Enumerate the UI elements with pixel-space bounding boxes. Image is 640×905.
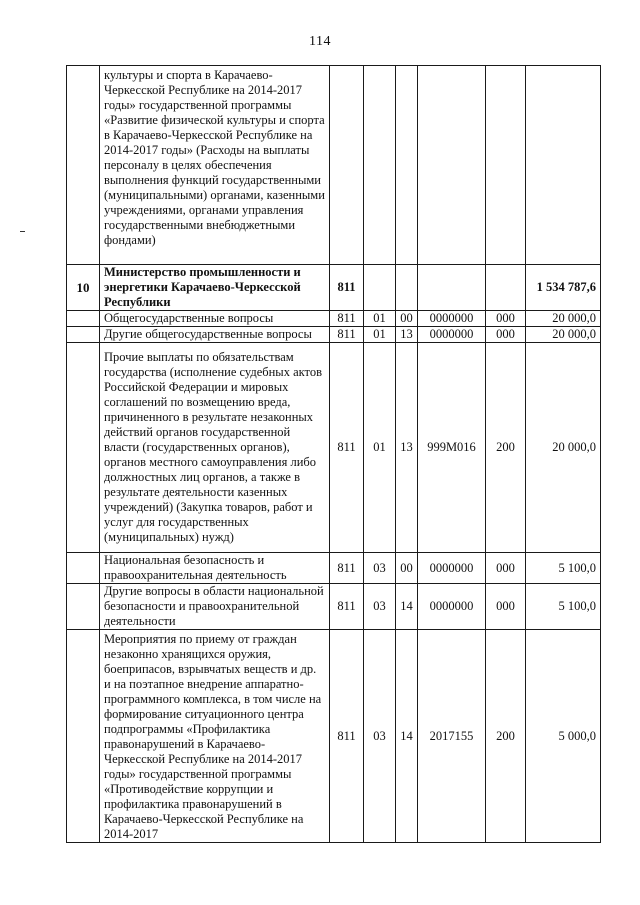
row-csr: 0000000 xyxy=(418,553,486,584)
row-gr: 811 xyxy=(330,343,364,553)
row-gr xyxy=(330,66,364,265)
row-csr: 0000000 xyxy=(418,327,486,343)
row-rz: 03 xyxy=(364,584,396,630)
row-pr: 13 xyxy=(396,327,418,343)
row-gr: 811 xyxy=(330,265,364,311)
row-vr: 000 xyxy=(486,553,526,584)
row-sum: 20 000,0 xyxy=(526,311,601,327)
page-number: 114 xyxy=(309,34,331,49)
row-sum: 20 000,0 xyxy=(526,327,601,343)
budget-table xyxy=(66,65,601,843)
row-csr: 2017155 xyxy=(418,630,486,843)
row-rz: 01 xyxy=(364,327,396,343)
row-sum: 5 100,0 xyxy=(526,584,601,630)
row-rz xyxy=(364,66,396,265)
row-description: Мероприятия по приему от граждан незаконно хранящихся оружия, боеприпасов, взрывчатых веществ и др. и на поэтапное внедрение аппаратно- программного комплекса, в том числе на формирование ситуационного центра подпрограммы «Профилактика правонарушений в Карачаево-Черкесской Республике на 2014-2017 годы» государственной программы «Противодействие коррупции и профилактика правонарушений в Карачаево-Черкесской Республике на 2014-2017 xyxy=(100,630,330,843)
row-gr: 811 xyxy=(330,311,364,327)
row-csr xyxy=(418,265,486,311)
row-vr: 200 xyxy=(486,630,526,843)
row-number xyxy=(67,553,100,584)
row-description: Министерство промышленности и энергетики Карачаево-Черкесской Республики xyxy=(100,265,330,311)
table-row xyxy=(67,327,601,343)
row-number xyxy=(67,630,100,843)
row-rz xyxy=(364,265,396,311)
row-sum xyxy=(526,66,601,265)
row-pr: 00 xyxy=(396,311,418,327)
row-number xyxy=(67,311,100,327)
row-pr: 14 xyxy=(396,584,418,630)
row-number: 10 xyxy=(67,265,100,311)
row-pr: 00 xyxy=(396,553,418,584)
row-csr: 0000000 xyxy=(418,584,486,630)
table-row xyxy=(67,584,601,630)
row-vr: 200 xyxy=(486,343,526,553)
row-sum: 5 000,0 xyxy=(526,630,601,843)
table-row xyxy=(67,553,601,584)
row-description: Национальная безопасность и правоохранительная деятельность xyxy=(100,553,330,584)
row-sum: 5 100,0 xyxy=(526,553,601,584)
row-vr: 000 xyxy=(486,327,526,343)
margin-mark xyxy=(20,231,25,232)
table-row xyxy=(67,66,601,265)
table-row xyxy=(67,343,601,553)
row-csr xyxy=(418,66,486,265)
row-csr: 999М016 xyxy=(418,343,486,553)
row-vr: 000 xyxy=(486,311,526,327)
row-rz: 01 xyxy=(364,343,396,553)
row-number xyxy=(67,584,100,630)
row-gr: 811 xyxy=(330,327,364,343)
row-sum: 1 534 787,6 xyxy=(526,265,601,311)
row-description: Другие вопросы в области национальной безопасности и правоохранительной деятельности xyxy=(100,584,330,630)
row-vr xyxy=(486,66,526,265)
table-row xyxy=(67,311,601,327)
row-number xyxy=(67,343,100,553)
row-description: Общегосударственные вопросы xyxy=(100,311,330,327)
row-description: Другие общегосударственные вопросы xyxy=(100,327,330,343)
row-pr xyxy=(396,265,418,311)
row-number xyxy=(67,66,100,265)
row-pr xyxy=(396,66,418,265)
row-rz: 03 xyxy=(364,553,396,584)
row-csr: 0000000 xyxy=(418,311,486,327)
row-gr: 811 xyxy=(330,584,364,630)
row-description: Прочие выплаты по обязательствам государства (исполнение судебных актов Российской Федерации и мировых соглашений по возмещению вреда, причиненного в результате незаконных действий органов государственной власти (государственных органов), органов местного самоуправления либо должностных лиц органов, а также в результате деятельности казенных учреждений) (Закупка товаров, работ и услуг для государственных (муниципальных) нужд) xyxy=(100,343,330,553)
row-vr xyxy=(486,265,526,311)
row-gr: 811 xyxy=(330,630,364,843)
row-pr: 14 xyxy=(396,630,418,843)
table-row xyxy=(67,265,601,311)
row-gr: 811 xyxy=(330,553,364,584)
row-description: культуры и спорта в Карачаево-Черкесской Республике на 2014-2017 годы» государственной программы «Развитие физической культуры и спорта в Карачаево-Черкесской Республике на 2014-2017 годы» (Расходы на выплаты персоналу в целях обеспечения выполнения функций государственными (муниципальными) органами, казенными учреждениями, органами управления государственными внебюджетными фондами) xyxy=(100,66,330,265)
row-sum: 20 000,0 xyxy=(526,343,601,553)
row-number xyxy=(67,327,100,343)
row-rz: 03 xyxy=(364,630,396,843)
row-vr: 000 xyxy=(486,584,526,630)
row-pr: 13 xyxy=(396,343,418,553)
row-rz: 01 xyxy=(364,311,396,327)
table-row xyxy=(67,630,601,843)
